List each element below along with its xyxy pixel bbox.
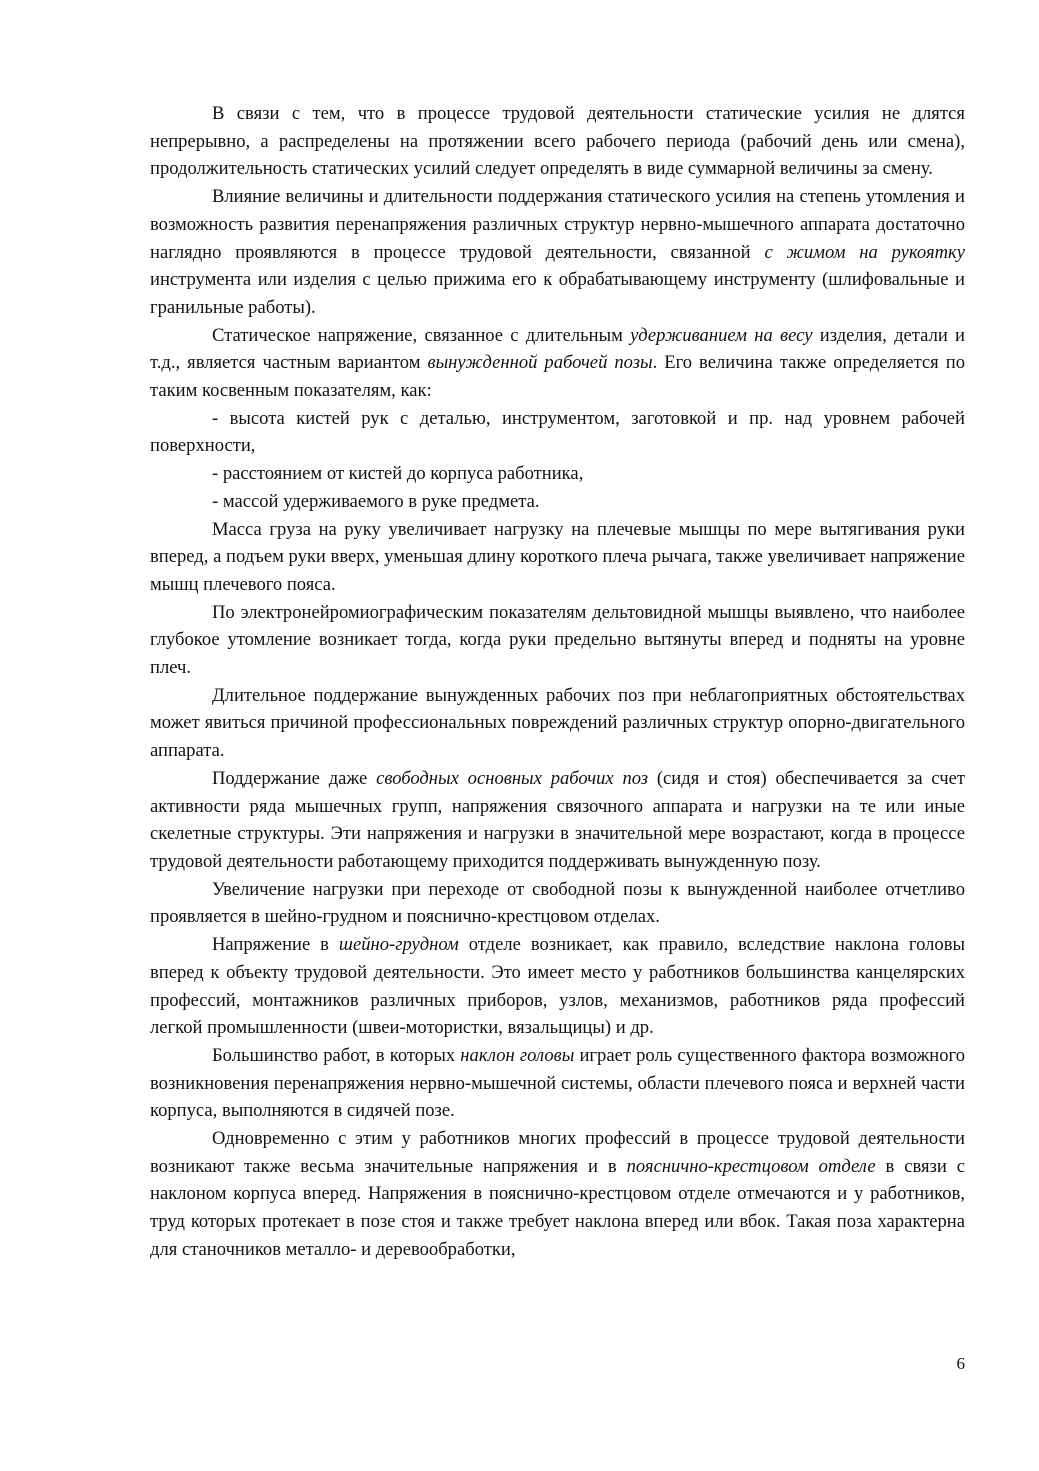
text-run: Длительное поддержание вынужденных рабочих поз при неблагоприятных обстоятельствах может явиться причиной профессиональных повреждений различных структур опорно-двигательного аппарата. xyxy=(150,684,965,762)
paragraph xyxy=(150,876,965,931)
text-run: Статическое напряжение, связанное с длительным xyxy=(212,324,631,346)
italic-phrase: пояснично-крестцовом отделе xyxy=(626,1155,876,1177)
paragraph xyxy=(150,322,965,405)
paragraph xyxy=(150,1042,965,1125)
paragraph xyxy=(150,516,965,599)
italic-phrase: свободных основных рабочих поз xyxy=(376,767,649,789)
page-number: 6 xyxy=(956,1354,965,1373)
text-run: Увеличение нагрузки при переходе от свободной позы к вынужденной наиболее отчетливо проявляется в шейно-грудном и пояснично-крестцовом отделах. xyxy=(150,878,965,928)
text-run: изделия, детали и т.д., является частным вариантом xyxy=(150,324,966,374)
italic-phrase: наклон головы xyxy=(460,1044,575,1066)
paragraph xyxy=(150,931,965,1042)
text-run: . Его величина также определяется по таким косвенным показателям, как: xyxy=(150,352,965,402)
body-text xyxy=(150,100,965,1264)
text-run: Поддержание даже xyxy=(212,767,377,789)
paragraph xyxy=(150,599,965,682)
text-run: Напряжение в xyxy=(212,934,339,956)
text-run: в связи с наклоном корпуса вперед. Напряжения в пояснично-крестцовом отделе отмечаются и у работников, труд которых протекает в позе стоя и также требует наклона вперед или вбок. Такая поза характерна для станочников металло- и деревообработки, xyxy=(150,1155,965,1260)
paragraph xyxy=(150,488,965,516)
italic-phrase: удерживанием на весу xyxy=(630,324,813,346)
text-run: - массой удерживаемого в руке предмета. xyxy=(212,490,540,512)
paragraph xyxy=(150,765,965,876)
paragraph xyxy=(150,460,965,488)
paragraph xyxy=(150,100,965,183)
text-run: - высота кистей рук с деталью, инструментом, заготовкой и пр. над уровнем рабочей поверхности, xyxy=(150,407,965,457)
italic-phrase: с жимом на рукоятку xyxy=(764,241,966,263)
text-run: (сидя и стоя) обеспечивается за счет активности ряда мышечных групп, напряжения связочного аппарата и нагрузки на те или иные скелетные структуры. Эти напряжения и нагрузки в значительной мере возрастают, когда в процессе трудовой деятельности работающему приходится поддерживать вынужденную позу. xyxy=(150,767,965,872)
paragraph xyxy=(150,183,965,322)
paragraph xyxy=(150,1125,965,1264)
text-run: Влияние величины и длительности поддержания статического усилия на степень утомления и возможность развития перенапряжения различных структур нервно-мышечного аппарата достаточно наглядно проявляются в процессе трудовой деятельности, связанной xyxy=(150,186,965,263)
text-run: Большинство работ, в которых xyxy=(212,1044,461,1066)
text-run: инструмента или изделия с целью прижима его к обрабатывающему инструменту (шлифовальные и гранильные работы). xyxy=(150,269,965,318)
italic-phrase: вынужденной рабочей позы xyxy=(427,352,653,374)
text-run: Масса груза на руку увеличивает нагрузку на плечевые мышцы по мере вытягивания руки вперед, а подъем руки вверх, уменьшая длину короткого плеча рычага, также увеличивает напряжение мышц плечевого пояса. xyxy=(150,518,965,595)
text-run: Одновременно с этим у работников многих профессий в процессе трудовой деятельности возникают также весьма значительные напряжения и в xyxy=(150,1128,965,1177)
text-run: отделе возникает, как правило, вследствие наклона головы вперед к объекту трудовой деятельности. Это имеет место у работников большинства канцелярских профессий, монтажников различных приборов, узлов, механизмов, работников ряда профессий легкой промышленности (швеи-мотористки, вязальщицы) и др. xyxy=(150,934,965,1039)
italic-phrase: шейно-грудном xyxy=(338,934,459,956)
text-run: По электронейромиографическим показателям дельтовидной мышцы выявлено, что наиболее глубокое утомление возникает тогда, когда руки предельно вытянуты вперед и подняты на уровне плеч. xyxy=(150,601,965,679)
text-run: - расстоянием от кистей до корпуса работника, xyxy=(212,463,584,485)
text-run: В связи с тем, что в процессе трудовой деятельности статические усилия не длятся непрерывно, а распределены на протяжении всего рабочего периода (рабочий день или смена), продолжительность статических усилий следует определять в виде суммарной величины за смену. xyxy=(150,103,965,180)
paragraph xyxy=(150,682,965,765)
text-run: играет роль существенного фактора возможного возникновения перенапряжения нервно-мышечной системы, области плечевого пояса и верхней части корпуса, выполняются в сидячей позе. xyxy=(150,1044,966,1122)
paragraph xyxy=(150,405,965,460)
